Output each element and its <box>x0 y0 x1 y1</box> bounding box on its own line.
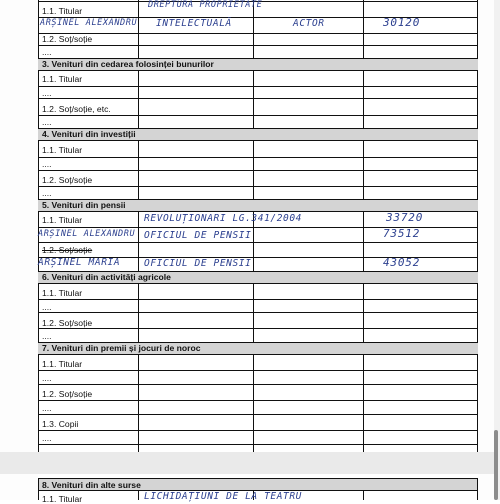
row-placeholder: .... <box>42 433 52 443</box>
row-placeholder: .... <box>42 188 52 198</box>
section-title: 5. Venituri din pensii <box>42 200 126 210</box>
row-line <box>38 186 478 187</box>
handwritten-amount: 33720 <box>386 211 424 224</box>
column-line <box>363 490 364 500</box>
handwritten-beneficiary: ARȘINEL MARIA <box>38 257 121 268</box>
row-label: 1.2. Soț/soție <box>42 34 93 44</box>
row-placeholder: .... <box>42 88 52 98</box>
row-line <box>38 70 478 71</box>
section-title: 3. Venituri din cedarea folosinței bunurilor <box>42 59 214 69</box>
row-line <box>38 299 478 300</box>
page-gap <box>0 452 500 474</box>
row-line <box>38 370 478 371</box>
row-placeholder: .... <box>42 373 52 383</box>
row-label: 1.2. Soț/soție <box>42 245 93 255</box>
row-label: 1.1. Titular <box>42 145 83 155</box>
column-line <box>38 478 39 500</box>
row-line <box>38 140 478 141</box>
handwritten-service: INTELECTUALĂ <box>156 18 232 29</box>
row-line <box>38 170 478 171</box>
row-line <box>38 430 478 431</box>
scrollbar[interactable] <box>494 430 498 500</box>
row-label: 1.1. Titular <box>42 6 83 16</box>
row-label: 1.1. Titular <box>42 494 83 504</box>
handwritten-income-source: DREPTURĂ PROPRIETATE <box>148 0 263 10</box>
row-placeholder: .... <box>42 159 52 169</box>
row-placeholder: .... <box>42 331 52 341</box>
row-label: 1.2. Soț/soție, etc. <box>42 104 111 114</box>
section-title: 7. Venituri din premii și jocuri de noroc <box>42 343 201 353</box>
row-placeholder: .... <box>42 47 52 57</box>
row-placeholder: .... <box>42 117 52 127</box>
row-label: 1.2. Soț/soție <box>42 175 93 185</box>
screen-edge <box>494 0 500 500</box>
handwritten-beneficiary: ARȘINEL ALEXANDRU <box>40 18 138 28</box>
row-label: 1.1. Titular <box>42 74 83 84</box>
section-title: 6. Venituri din activități agricole <box>42 272 171 282</box>
row-placeholder: .... <box>42 403 52 413</box>
income-declaration-page <box>38 0 478 452</box>
row-label: 1.3. Copii <box>42 419 79 429</box>
handwritten-amount: 73512 <box>383 227 421 240</box>
handwritten-service: OFICIUL DE PENSII <box>144 258 252 269</box>
row-label: 1.1. Titular <box>42 359 83 369</box>
row-line <box>38 283 478 284</box>
row-label: 1.1. Titular <box>42 215 83 225</box>
row-line <box>38 98 478 99</box>
column-line <box>477 478 478 500</box>
row-line <box>38 157 478 158</box>
handwritten-amount: 30120 <box>383 16 421 29</box>
column-line <box>138 490 139 500</box>
row-line <box>38 312 478 313</box>
row-label: 1.1. Titular <box>42 288 83 298</box>
handwritten-service: OFICIUL DE PENSII <box>144 230 252 241</box>
row-line <box>38 384 478 385</box>
row-line <box>38 400 478 401</box>
row-line <box>38 86 478 87</box>
handwritten-service: LICHIDAȚIUNI DE LA TEATRU <box>144 491 302 502</box>
handwritten-service: ACTOR <box>293 18 325 29</box>
row-label: 1.2. Soț/soție <box>42 389 93 399</box>
section-title: 8. Venituri din alte surse <box>42 480 141 490</box>
row-line <box>38 414 478 415</box>
row-line <box>38 328 478 329</box>
next-page <box>38 474 478 504</box>
row-placeholder: .... <box>42 302 52 312</box>
row-line <box>38 33 478 34</box>
row-line <box>38 444 478 445</box>
handwritten-amount: 43052 <box>383 256 421 269</box>
row-line <box>38 242 478 243</box>
row-label: 1.2. Soț/soție <box>42 318 93 328</box>
handwritten-beneficiary: ARȘINEL ALEXANDRU <box>38 229 136 239</box>
row-line <box>38 354 478 355</box>
section-title: 4. Venituri din investiții <box>42 129 136 139</box>
handwritten-service: REVOLUȚIONARI LG.341/2004 <box>144 213 302 224</box>
row-line <box>38 45 478 46</box>
row-line <box>38 115 478 116</box>
